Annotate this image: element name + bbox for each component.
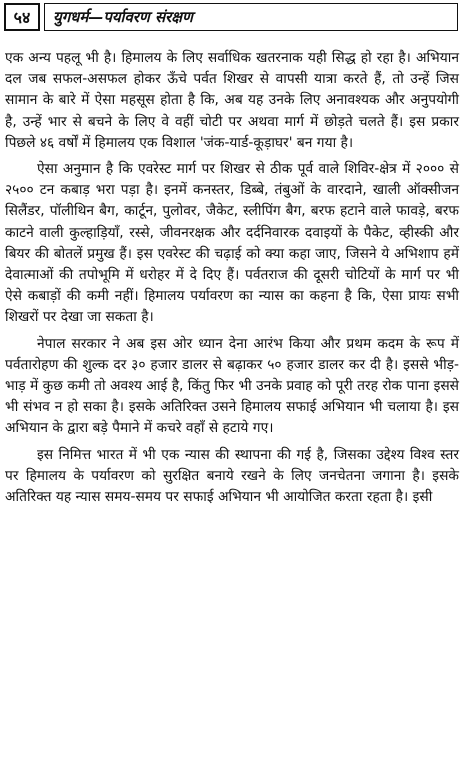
running-title: युगधर्म—पर्यावरण संरक्षण: [44, 3, 458, 31]
page-number: ५४: [4, 3, 40, 31]
paragraph-1: एक अन्य पहलू भी है। हिमालय के लिए सर्वाधिक खतरनाक यही सिद्ध हो रहा है। अभियान दल जब सफल-असफल होकर ऊँचे पर्वत शिखर से वापसी यात्रा करते हैं, तो उन्हें जिस सामान के बारे में ऐसा महसूस होता है कि, अब यह उनके लिए अनावश्यक और अनुपयोगी है, उन्हें भार से बचने के लिए वे वहीं चोटी पर अथवा मार्ग में छोड़ते चलते हैं। इस प्रकार पिछले ४६ वर्षों में हिमालय एक विशाल 'जंक-यार्ड-कूड़ाघर' बन गया है।: [5, 50, 459, 151]
paragraph-2: ऐसा अनुमान है कि एवरेस्ट मार्ग पर शिखर से ठीक पूर्व वाले शिविर-क्षेत्र में २००० से २५०० टन कबाड़ भरा पड़ा है। इनमें कनस्तर, डिब्बे, तंबुओं के वारदाने, खाली ऑक्सीजन सिलैंडर, पॉलीथिन बैग, कार्टून, पुलोवर, जैकेट, स्लीपिंग बैग, बरफ हटाने वाले फावड़े, बरफ काटने वाली कुल्हाड़ियाँ, रस्से, जीवनरक्षक और दर्दनिवारक दवाइयों के पैकेट, व्हीस्की और बियर की बोतलें प्रमुख हैं। इस एवरेस्ट की चढ़ाई को क्या कहा जाए, जिसने ये अभिशाप हमें देवात्माओं की तपोभूमि में धरोहर में दे दिए हैं। पर्वतराज की दूसरी चोटियों के मार्ग पर भी ऐसे कबाड़ों की कमी नहीं। हिमालय पर्यावरण का न्यास का कहना है कि, ऐसा प्रायः सभी शिखरों पर देखा जा सकता है।: [5, 161, 459, 326]
page-header: [4, 3, 461, 33]
page-body: [5, 48, 459, 513]
paragraph-4: इस निमित्त भारत में भी एक न्यास की स्थापना की गई है, जिसका उद्देश्य विश्व स्तर पर हिमालय के पर्यावरण को सुरक्षित बनाये रखने के लिए जनचेतना जगाना है। इसके अतिरिक्त यह न्यास समय-समय पर सफाई अभियान भी आयोजित करता रहता है। इसी: [5, 446, 459, 506]
paragraph-3: नेपाल सरकार ने अब इस ओर ध्यान देना आरंभ किया और प्रथम कदम के रूप में पर्वतारोहण की शुल्क दर ३० हजार डालर से बढ़ाकर ५० हजार डालर कर दी है। इससे भीड़-भाड़ में कुछ कमी तो अवश्य आई है, किंतु फिर भी उनके प्रवाह को पूरी तरह रोक पाना इससे भी संभव न हो सका है। इसके अतिरिक्त उसने हिमालय सफाई अभियान भी चलाया है। इस अभियान के द्वारा बड़े पैमाने में कचरे वहाँ से हटाये गए।: [5, 335, 459, 437]
